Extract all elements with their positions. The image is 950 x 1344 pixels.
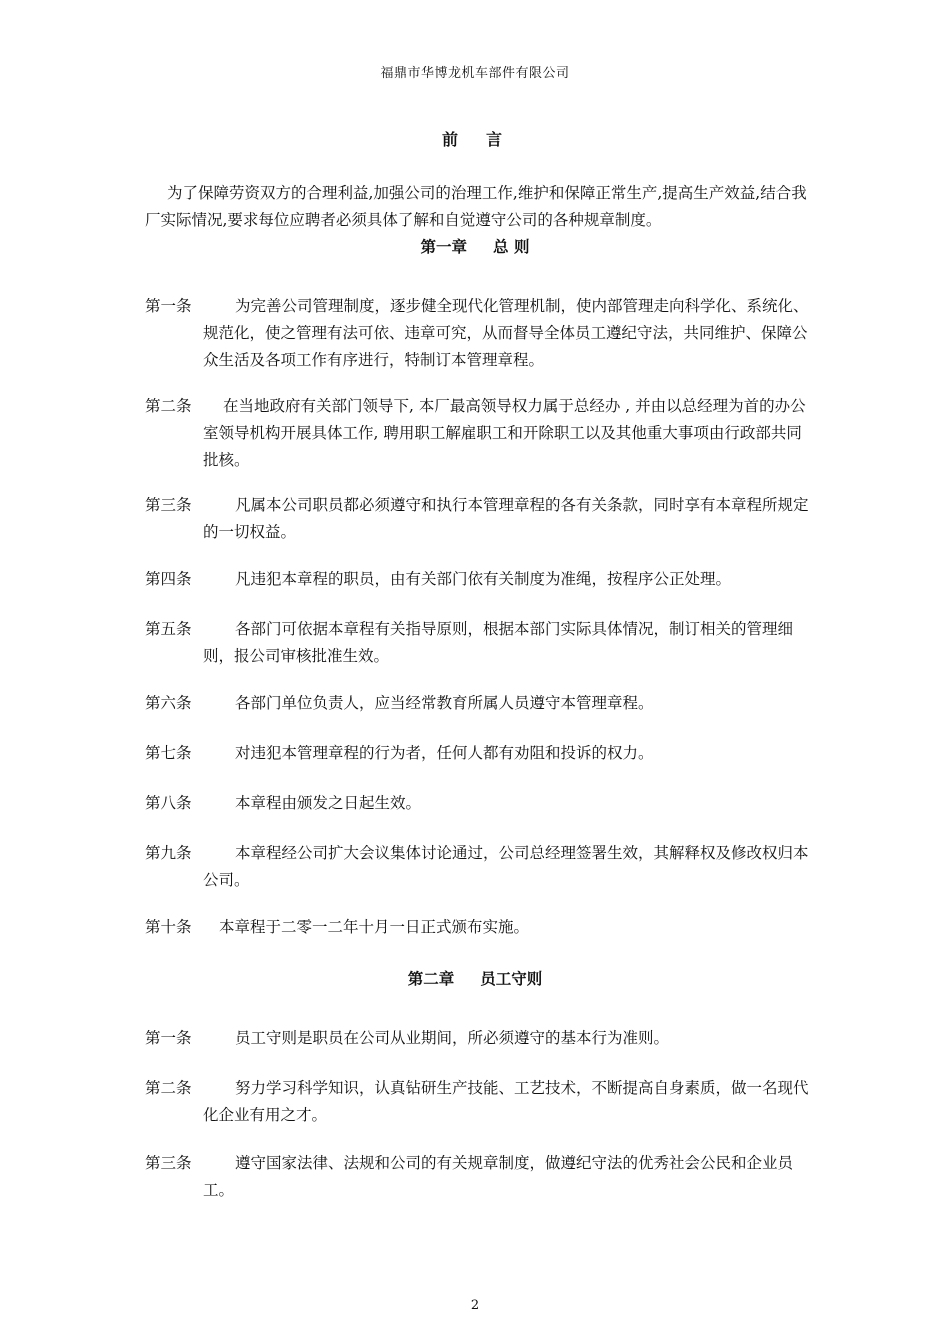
page-header-company: 福鼎市华博龙机车部件有限公司	[380, 66, 570, 81]
article-text: 本章程由颁发之日起生效。	[235, 794, 422, 812]
preface-paragraph: 为了保障劳资双方的合理利益,加强公司的治理工作,维护和保障正常生产,提高生产效益,结合我厂实际情况,要求每位应聘者必须具体了解和自觉遵守公司的各种规章制度。	[145, 184, 807, 229]
article-number: 第三条	[145, 1154, 192, 1172]
chapter-2-title: 员工守则	[480, 969, 543, 988]
article-text: 本章程经公司扩大会议集体讨论通过，公司总经理签署生效，其解释权及修改权归本公司。	[203, 844, 809, 889]
chapter-1-label: 第一章	[420, 237, 468, 256]
chapter-1-heading	[0, 235, 950, 257]
chapter-2-article-1	[145, 1025, 810, 1052]
article-text: 各部门单位负责人，应当经常教育所属人员遵守本管理章程。	[235, 694, 654, 712]
article-number: 第八条	[145, 794, 192, 812]
page-number: 2	[470, 1298, 480, 1313]
article-number: 第三条	[145, 496, 192, 514]
article-text: 凡违犯本章程的职员，由有关部门依有关制度为准绳，按程序公正处理。	[235, 570, 732, 588]
article-text: 遵守国家法律、法规和公司的有关规章制度，做遵纪守法的优秀社会公民和企业员工。	[203, 1154, 794, 1199]
chapter-1-article-4	[145, 566, 810, 593]
chapter-1-article-7	[145, 740, 810, 767]
article-number: 第五条	[145, 620, 192, 638]
article-number: 第二条	[145, 397, 192, 415]
article-text: 对违犯本管理章程的行为者，任何人都有劝阻和投诉的权力。	[235, 744, 654, 762]
article-number: 第九条	[145, 844, 192, 862]
article-number: 第一条	[145, 297, 192, 315]
article-text: 努力学习科学知识，认真钻研生产技能、工艺技术，不断提高自身素质，做一名现代化企业有用之才。	[203, 1079, 809, 1124]
chapter-1-article-6	[145, 690, 810, 717]
chapter-1-article-9	[145, 840, 810, 894]
article-text: 为完善公司管理制度，逐步健全现代化管理机制，使内部管理走向科学化、系统化、规范化，使之管理有法可依、违章可究，从而督导全体员工遵纪守法，共同维护、保障公众生活及各项工作有序进行，特制订本管理章程。	[203, 297, 809, 369]
article-number: 第七条	[145, 744, 192, 762]
chapter-2-label: 第二章	[407, 969, 455, 988]
chapter-1-article-2	[145, 393, 810, 474]
article-text: 员工守则是职员在公司从业期间，所必须遵守的基本行为准则。	[235, 1029, 670, 1047]
chapter-1-article-8	[145, 790, 810, 817]
chapter-2-heading	[0, 967, 950, 989]
article-text: 各部门可依据本章程有关指导原则，根据本部门实际具体情况，制订相关的管理细则，报公司审核批准生效。	[203, 620, 794, 665]
article-text: 凡属本公司职员都必须遵守和执行本管理章程的各有关条款，同时享有本章程所规定的一切权益。	[203, 496, 809, 541]
article-text: 在当地政府有关部门领导下, 本厂最高领导权力属于总经办 , 并由以总经理为首的办公室领导机构开展具体工作, 聘用职工解雇职工和开除职工以及其他重大事项由行政部共同批核。	[203, 397, 806, 469]
chapter-1-article-1	[145, 293, 810, 374]
article-number: 第一条	[145, 1029, 192, 1047]
chapter-1-title: 总 则	[493, 237, 530, 256]
chapter-1-article-5	[145, 616, 810, 670]
article-number: 第二条	[145, 1079, 192, 1097]
article-number: 第十条	[145, 918, 192, 936]
chapter-1-article-3	[145, 492, 810, 546]
chapter-2-article-3	[145, 1150, 810, 1204]
article-text: 本章程于二零一二年十月一日正式颁布实施。	[219, 918, 530, 936]
chapter-2-article-2	[145, 1075, 810, 1129]
chapter-1-article-10	[145, 914, 810, 941]
preface-title: 前 言	[441, 130, 508, 149]
article-number: 第四条	[145, 570, 192, 588]
article-number: 第六条	[145, 694, 192, 712]
